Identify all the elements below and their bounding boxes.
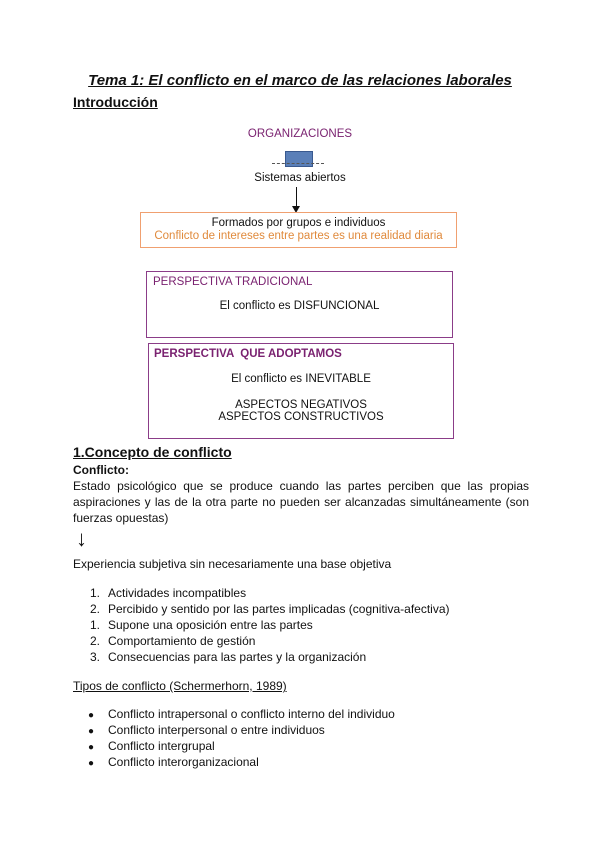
bullet-icon: ● <box>88 742 95 753</box>
list-item <box>88 738 395 754</box>
constructive-aspects: ASPECTOS CONSTRUCTIVOS <box>218 411 384 423</box>
traditional-perspective-box <box>146 271 453 338</box>
section-heading: 1.Concepto de conflicto <box>73 444 232 460</box>
adopted-perspective-box <box>148 343 454 439</box>
list-text: Percibido y sentido por las partes implicadas (cognitiva-afectiva) <box>108 602 450 616</box>
list-item <box>90 601 450 617</box>
intro-heading: Introducción <box>73 94 158 110</box>
types-heading: Tipos de conflicto (Schermerhorn, 1989) <box>73 679 287 693</box>
list-text: Actividades incompatibles <box>108 586 247 600</box>
list-text: Conflicto intergrupal <box>108 739 215 753</box>
document-title: Tema 1: El conflicto en el marco de las relaciones laborales <box>88 72 512 89</box>
list-number: 2. <box>90 634 101 648</box>
list-text: Supone una oposición entre las partes <box>108 618 313 632</box>
list-item <box>88 754 395 770</box>
numbered-list <box>90 585 450 665</box>
traditional-perspective-body: El conflicto es DISFUNCIONAL <box>219 300 380 312</box>
organizaciones-label: ORGANIZACIONES <box>247 128 353 140</box>
experience-text: Experiencia subjetiva sin necesariamente una base objetiva <box>73 557 392 571</box>
list-item <box>88 722 395 738</box>
list-item <box>88 706 395 722</box>
definition-paragraph: Estado psicológico que se produce cuando las partes perciben que las propias aspiraciones y las de la otra parte no pueden ser alcanzadas simultáneamente (son fuerzas opuestas) <box>73 479 529 525</box>
groups-box <box>140 212 457 248</box>
adopted-perspective-heading: PERSPECTIVA QUE ADOPTAMOS <box>154 348 342 360</box>
list-item <box>90 633 450 649</box>
negative-aspects: ASPECTOS NEGATIVOS <box>235 399 367 411</box>
list-text: Conflicto interorganizacional <box>108 755 259 769</box>
list-item <box>90 617 450 633</box>
list-number: 3. <box>90 650 101 664</box>
groups-line: Formados por grupos e individuos <box>211 217 386 229</box>
sistemas-abiertos-label: Sistemas abiertos <box>254 172 346 184</box>
list-number: 1. <box>90 618 101 632</box>
list-text: Comportamiento de gestión <box>108 634 256 648</box>
adopted-perspective-body: El conflicto es INEVITABLE <box>231 373 371 385</box>
list-text: Conflicto interpersonal o entre individuos <box>108 723 325 737</box>
dashed-divider <box>272 163 324 164</box>
bullet-icon: ● <box>88 726 95 737</box>
list-item <box>90 585 450 601</box>
list-number: 2. <box>90 602 101 616</box>
list-text: Conflicto intrapersonal o conflicto interno del individuo <box>108 707 395 721</box>
bullet-icon: ● <box>88 710 95 721</box>
list-number: 1. <box>90 586 101 600</box>
bullet-icon: ● <box>88 758 95 769</box>
conflict-interests-line: Conflicto de intereses entre partes es una realidad diaria <box>154 230 443 242</box>
list-text: Consecuencias para las partes y la organización <box>108 650 367 664</box>
organization-shape-icon <box>285 151 313 167</box>
traditional-perspective-heading: PERSPECTIVA TRADICIONAL <box>153 276 313 288</box>
term-label: Conflicto: <box>73 463 129 477</box>
down-arrow-glyph-icon: ↓ <box>76 526 87 551</box>
list-item <box>90 649 450 665</box>
bullet-list <box>88 706 395 770</box>
